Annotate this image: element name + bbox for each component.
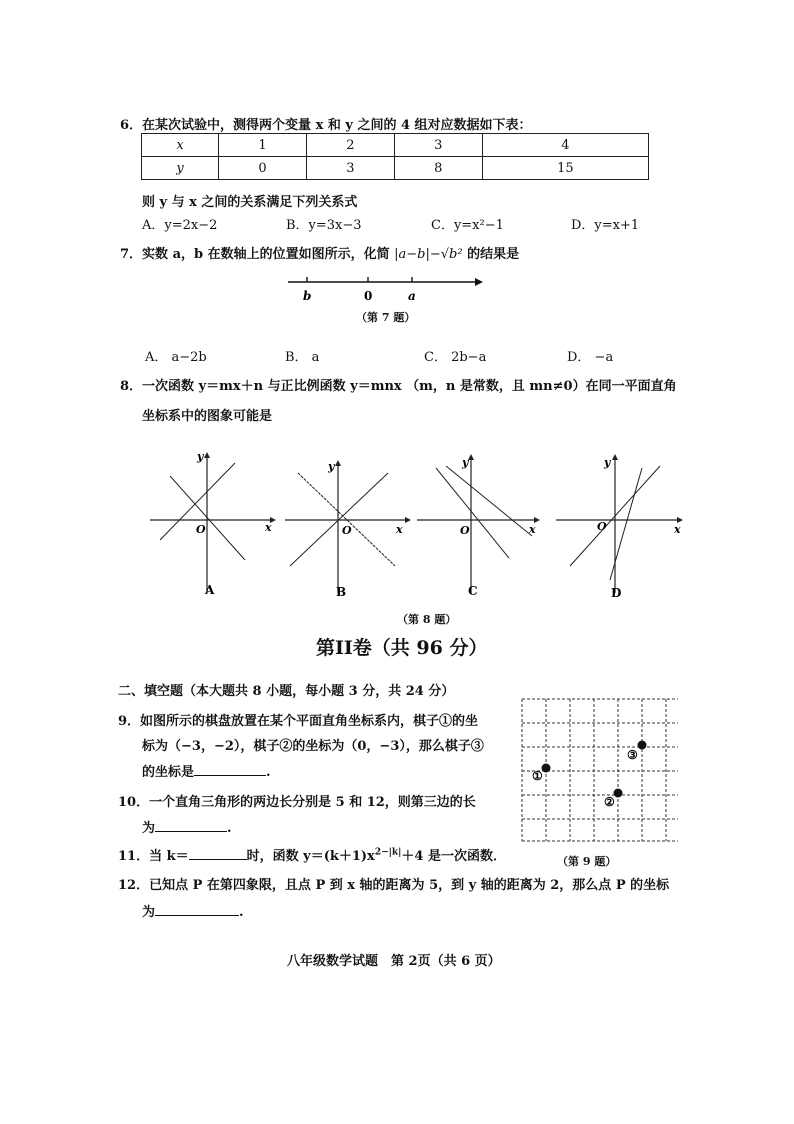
q6-stem: 则 y 与 x 之间的关系满足下列关系式 [142,195,358,210]
q7-option-d: D． −a [567,350,614,365]
svg-text:O: O [342,524,352,537]
svg-text:y: y [197,450,204,463]
q6-option-b: B．y=3x−3 [286,218,362,233]
graph-label-b: B [336,585,347,599]
q7-caption: （第 7 题） [356,311,416,324]
table-row [142,134,649,157]
q7-tail: 的结果是 [467,247,520,262]
graph-label-a: A [205,583,215,597]
table-cell: 8 [394,157,482,180]
q8-caption: （第 8 题） [397,613,457,626]
piece-2: ② [604,795,615,809]
svg-text:O: O [460,524,470,537]
page-footer: 八年级数学试题 第 2页（共 6 页） [287,954,501,969]
label-a: a [408,289,416,303]
q7-option-c: C． 2b−a [424,350,487,365]
svg-text:x: x [265,521,272,534]
q6-option-a: A．y=2x−2 [142,218,218,233]
q9-line1: 9．如图所示的棋盘放置在某个平面直角坐标系内，棋子①的坐 [118,714,479,729]
q6-table [141,133,649,180]
table-cell: 3 [306,157,394,180]
q7-option-b: B． a [285,350,320,365]
q7-option-a: A． a−2b [145,350,207,365]
q10-line1: 10．一个直角三角形的两边长分别是 5 和 12，则第三边的长 [118,795,476,810]
piece-3: ③ [627,748,638,762]
q9-caption: （第 9 题） [557,855,617,868]
svg-text:x: x [674,523,681,536]
svg-text:x: x [396,523,403,536]
section-title: 第II卷（共 96 分） [316,637,488,659]
q10-line2: 为 . [142,817,232,836]
svg-text:O: O [196,523,206,536]
graph-label-d: D [611,586,622,600]
answer-blank[interactable] [194,761,266,776]
graph-b [280,448,415,600]
q8-line1: 8．一次函数 y＝mx＋n 与正比例函数 y＝mnx （m，n 是常数，且 mn≠0）在同一平面直角 [120,379,677,394]
q7-math: |a−b|−√b² [394,247,463,262]
number-line-figure [280,272,490,308]
label-zero: 0 [364,289,373,303]
q7-text: 7．实数 a，b 在数轴上的位置如图所示，化简 [120,247,390,262]
label-b: b [303,289,312,303]
q6-text: 6．在某次试验中，测得两个变量 x 和 y 之间的 4 组对应数据如下表： [120,118,532,133]
graph-label-c: C [468,584,478,598]
answer-blank[interactable] [189,845,247,860]
table-cell: 15 [482,157,648,180]
q9-line2: 标为（−3，−2），棋子②的坐标为（0，−3），那么棋子③ [142,739,484,754]
q11-line: 11．当 k＝ 时，函数 $y=(k+1)x^{2-|k|}+4$ 是一次函数． [118,845,506,864]
table-head-y: y [142,157,219,180]
piece-1: ① [532,769,543,783]
svg-text:x: x [529,523,536,536]
table-cell: 0 [219,157,307,180]
chessboard-figure [515,694,685,844]
q6-option-c: C．y=x²−1 [431,218,504,233]
q7-stem [120,243,519,262]
svg-text:y: y [328,460,335,473]
table-head-x: x [142,134,219,157]
q6-option-d: D．y=x+1 [571,218,640,233]
svg-text:y: y [604,456,611,469]
q8-line2: 坐标系中的图象可能是 [142,409,273,424]
q12-line1: 12．已知点 P 在第四象限，且点 P 到 x 轴的距离为 5，到 y 轴的距离为 2，那么点 P 的坐标 [118,878,670,893]
graph-c [414,448,549,600]
table-cell: 3 [394,134,482,157]
table-cell: 2 [306,134,394,157]
q12-line2: 为 . [142,901,244,920]
graph-a [145,448,280,600]
table-cell: 1 [219,134,307,157]
table-row [142,157,649,180]
svg-text:O: O [597,520,607,533]
table-cell: 4 [482,134,648,157]
svg-text:y: y [462,456,469,469]
graph-d [552,448,692,600]
answer-blank[interactable] [155,817,227,832]
answer-blank[interactable] [155,901,239,916]
q9-line3: 的坐标是 . [142,761,271,780]
part2-heading: 二、填空题（本大题共 8 小题，每小题 3 分，共 24 分） [118,684,455,699]
